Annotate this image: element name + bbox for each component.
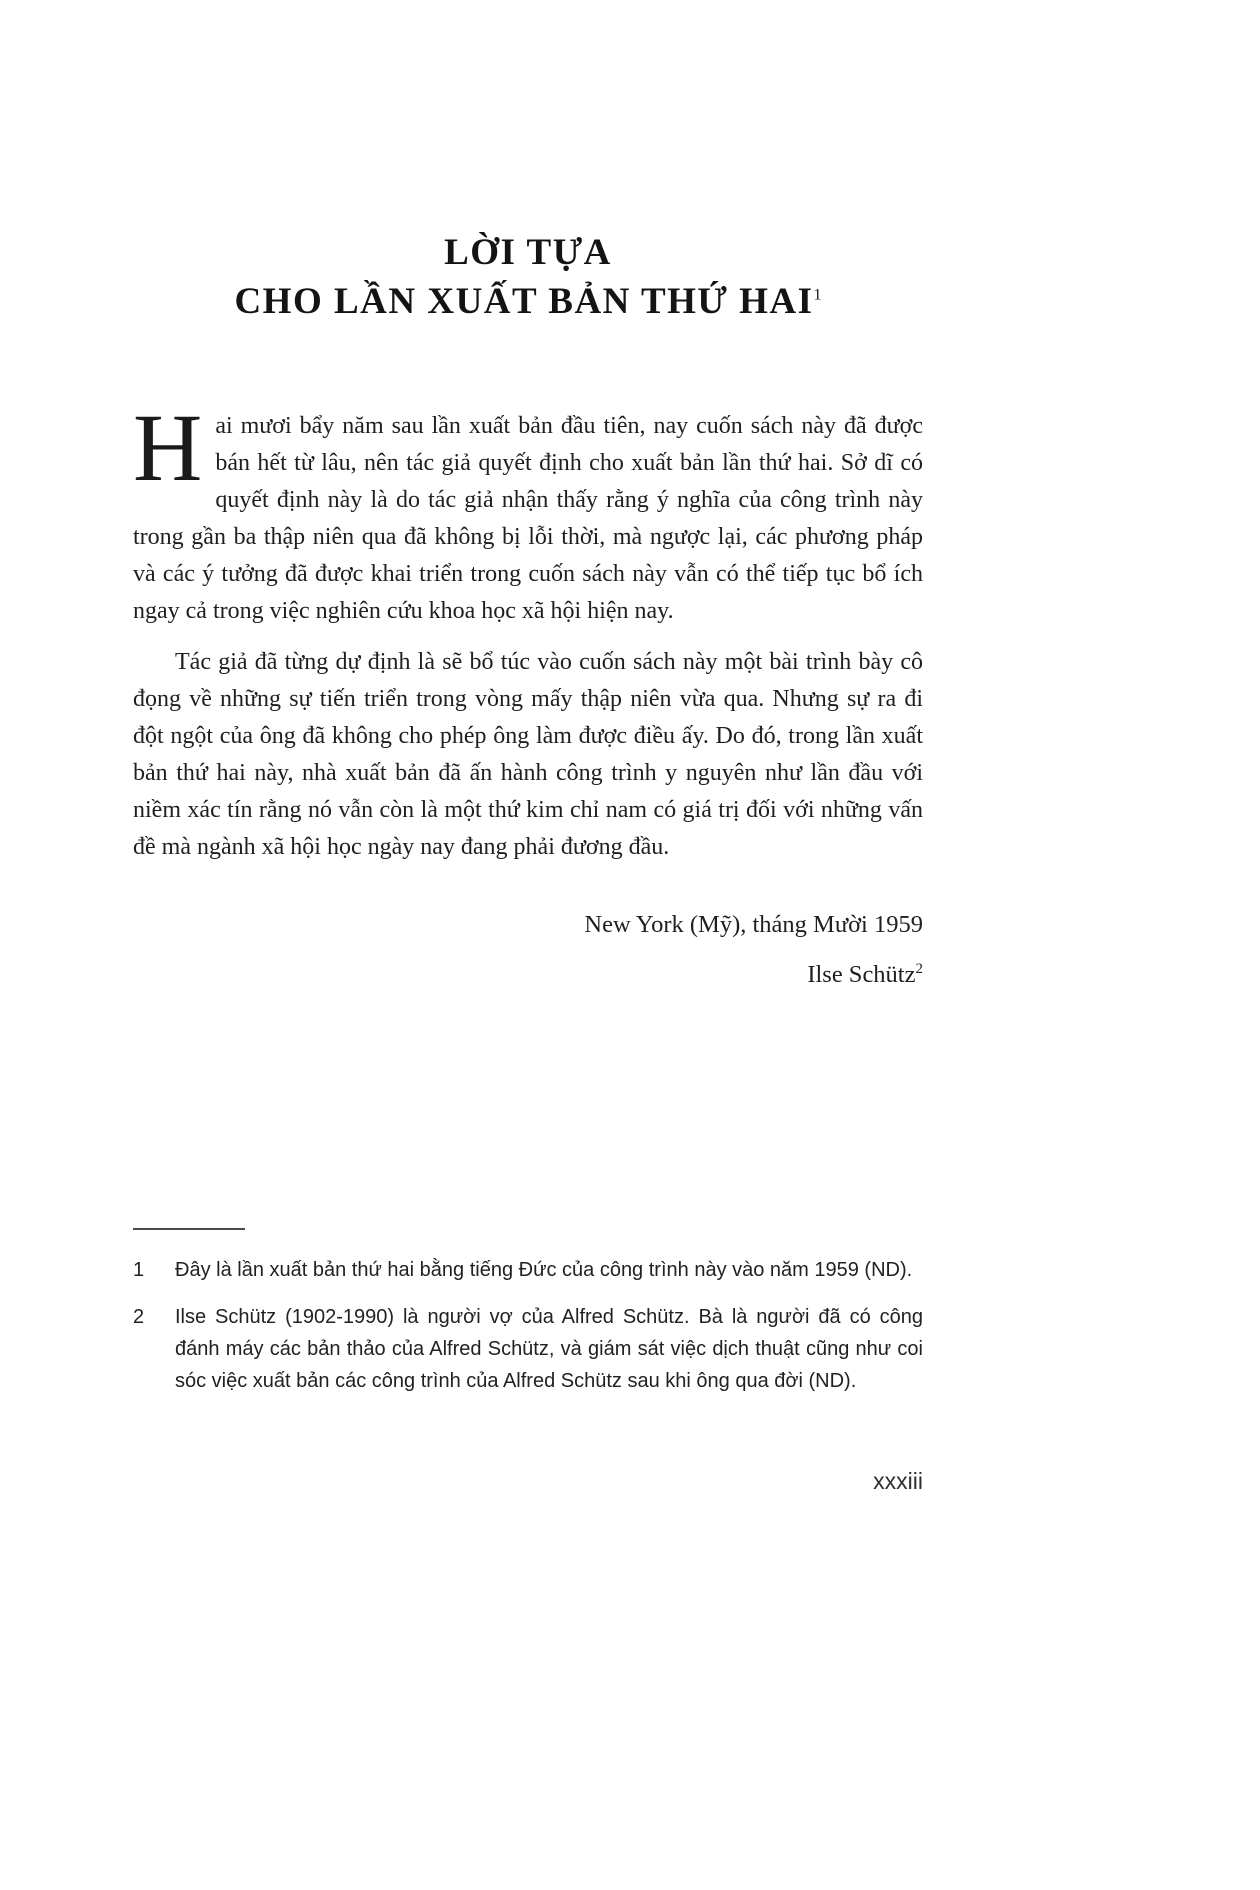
footnote-ref-1: 1 xyxy=(813,286,822,304)
footnote-number-1: 1 xyxy=(133,1259,145,1281)
paragraph-1-text: ai mươi bẩy năm sau lần xuất bản đầu tiên, nay cuốn sách này đã được bán hết từ lâu, nên tác giả quyết định cho xuất bản lần thứ hai. Sở dĩ có quyết định này là do tác giả nhận thấy rằng ý nghĩa của công trình này trong gần ba thập niên qua đã không bị lỗi thời, mà ngược lại, các phương pháp và các ý tưởng đã được khai triển trong cuốn sách này vẫn có thể tiếp tục bổ ích ngay cả trong việc nghiên cứu khoa học xã hội hiện nay. xyxy=(133,413,923,624)
drop-cap: H xyxy=(133,394,203,501)
footnote-text-2: Ilse Schütz (1902-1990) là người vợ của Alfred Schütz. Bà là người đã có công đánh máy các bản thảo của Alfred Schütz, và giám sát việc dịch thuật cũng như coi sóc việc xuất bản các công trình của Alfred Schütz sau khi ông qua đời (ND). xyxy=(175,1306,923,1392)
chapter-title xyxy=(133,0,923,326)
paragraph-1 xyxy=(133,394,923,630)
chapter-title-line-2 xyxy=(133,277,923,326)
signature-name: Ilse Schütz xyxy=(807,961,916,988)
paragraph-2: Tác giả đã từng dự định là sẽ bổ túc vào cuốn sách này một bài trình bày cô đọng về những sự tiến triển trong vòng mấy thập niên vừa qua. Nhưng sự ra đi đột ngột của ông đã không cho phép ông làm được điều ấy. Do đó, trong lần xuất bản thứ hai này, nhà xuất bản đã ấn hành công trình y nguyên như lần đầu với niềm xác tín rằng nó vẫn còn là một thứ kim chỉ nam có giá trị đối với những vấn đề mà ngành xã hội học ngày nay đang phải đương đầu. xyxy=(133,649,923,860)
signature-block xyxy=(133,900,923,1000)
footnote-text-1: Đây là lần xuất bản thứ hai bằng tiếng Đức của công trình này vào năm 1959 (ND). xyxy=(175,1259,913,1281)
signature-name-line xyxy=(133,950,923,1000)
chapter-title-line-1: LỜI TỰA xyxy=(444,232,612,273)
page-number: xxxiii xyxy=(873,1468,923,1494)
signature-place-date: New York (Mỹ), tháng Mười 1959 xyxy=(584,911,923,938)
footnote-divider xyxy=(133,1228,245,1230)
footnote-number-2: 2 xyxy=(133,1306,145,1328)
footnote-item-2 xyxy=(133,1301,923,1397)
footnote-area xyxy=(133,1228,923,1412)
footnote-item-1 xyxy=(133,1254,923,1286)
footnotes xyxy=(133,1254,923,1397)
chapter-title-line-2-text: CHO LẦN XUẤT BẢN THỨ HAI xyxy=(234,281,814,322)
book-page xyxy=(133,0,923,1890)
footnote-ref-2: 2 xyxy=(915,960,923,977)
